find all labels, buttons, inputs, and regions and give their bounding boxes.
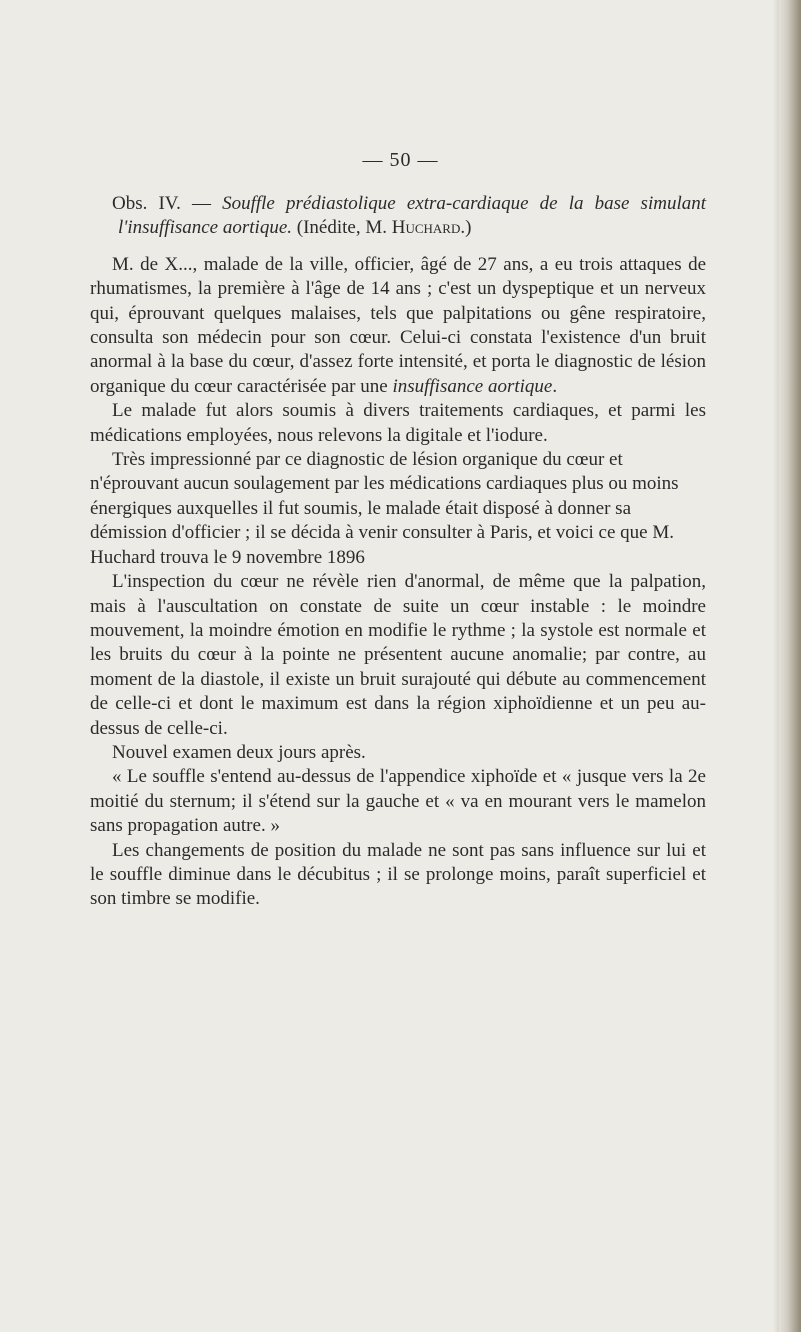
observation-heading — [90, 192, 706, 241]
paragraph-4: L'inspection du cœur ne révèle rien d'anormal, de même que la palpation, mais à l'auscultation on constate de suite un cœur instable : le moindre mouvement, la moindre émotion en modifie le rythme ; la systole est normale et les bruits du cœur à la pointe ne présentent aucune anomalie; par contre, au moment de la diastole, il existe un bruit surajouté qui débute au commencement de celle-ci et dont le maximum est dans la région xiphoïdienne et un peu au-dessus de celle-ci. — [90, 571, 706, 739]
paragraph-1-text: M. de X..., malade de la ville, officier, âgé de 27 ans, a eu trois attaques de rhumatismes, la première à l'âge de 14 ans ; c'est un dyspeptique et un nerveux qui, éprouvant quelques malaises, tels que palpitations ou gêne respiratoire, consulta son médecin pour son cœur. Celui-ci constata l'existence d'un bruit anormal à la base du cœur, d'assez forte intensité, et porta le diagnostic de lésion organique du cœur caractérisée par une — [90, 253, 706, 397]
body-text — [90, 192, 706, 912]
observation-source-prefix: (Inédite, M. — [292, 217, 392, 239]
paragraph-1-italic: insuffisance aortique — [392, 375, 553, 397]
observation-title: Souffle prédiastolique extra-cardiaque de la base simulant l'insuffisance aortique. — [118, 193, 707, 239]
paragraph-6: « Le souffle s'entend au-dessus de l'appendice xiphoïde et « jusque vers la 2e moitié du sternum; il s'étend sur la gauche et « va en mourant vers le mamelon sans propagation autre. » — [90, 766, 706, 837]
paragraph-1-end: . — [552, 375, 558, 397]
observation-source-suffix: .) — [460, 217, 472, 239]
observation-author: Huchard — [391, 217, 461, 239]
observation-label: Obs. IV. — — [112, 193, 223, 214]
paragraph-7: Les changements de position du malade ne sont pas sans influence sur lui et le souffle diminue dans le décubitus ; il se prolonge moins, paraît superficiel et son timbre se modifie. — [90, 839, 706, 910]
page-number: — 50 — — [362, 149, 439, 171]
paragraph-1 — [90, 253, 706, 399]
paragraph-5: Nouvel examen deux jours après. — [112, 741, 366, 763]
paragraph-2: Le malade fut alors soumis à divers traitements cardiaques, et parmi les médications employées, nous relevons la digitale et l'iodure. — [90, 400, 706, 446]
paragraph-3: Très impressionné par ce diagnostic de lésion organique du cœur et n'éprouvant aucun soulagement par les médications cardiaques plus ou moins énergiques auxquelles il fut soumis, le malade était disposé à donner sa démission d'officier ; il se décida à venir consulter à Paris, et voici ce que M. Huchard trouva le 9 novembre 1896 — [90, 449, 679, 568]
page-binding-edge — [779, 0, 801, 1332]
